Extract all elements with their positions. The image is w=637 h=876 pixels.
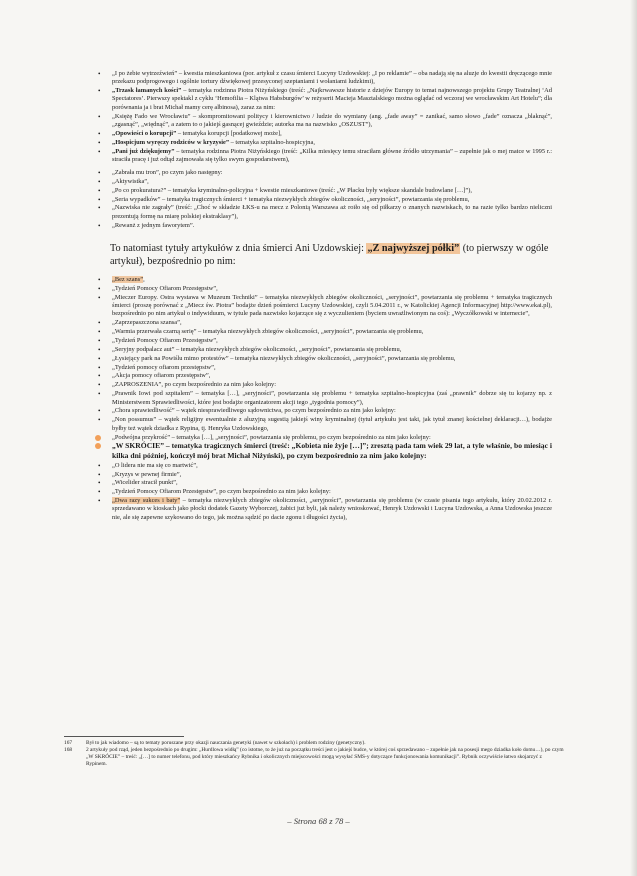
list-item (112, 319, 552, 327)
list-item (112, 294, 552, 319)
bullet-list-top (112, 70, 552, 164)
section-heading (110, 242, 554, 268)
footnote (64, 740, 564, 747)
list-item (112, 222, 552, 230)
bullet-list-bottom (112, 276, 552, 522)
list-item (112, 328, 552, 336)
list-item-text: „Po co prokuratura?” – tematyka kryminalno-policyjna + kwestie mieszkaniowe (treść: „W Płacku były większe skandale budowlane […]”), (112, 186, 472, 194)
list-item-text: „Trzask łamanych kości” – tematyka rodzinna Piotra Niżyńskiego (treść: „Najkrwawsze historie z dziejów Europy to temat najnowszego projektu Grupy Teatralnej ‘Ad Spectatores’. Pierwszy spektakl z cyklu ‘Hemofilia – Klątwa Habsburgów’ w reżyserii Macieja Masztalskiego można oglądać od wczoraj we wrocławskim Art Hotelu”; dla porównania ja i brat Michał mamy cerę albinosa), zaraz za nim: (112, 87, 552, 111)
list-item-text: „Opowieści o korupcji” – tematyka korupcji [podatkowej może], (112, 129, 282, 137)
list-item-text: „Wicelider stracił punkt”, (112, 479, 178, 487)
list-item-text: „Bez szans”, (112, 275, 145, 283)
list-item (112, 285, 552, 293)
list-item-text: „Tydzień Pomocy Ofiarom Przestępstw”, (112, 336, 218, 344)
footnote-number: 168 (64, 747, 73, 753)
list-item (112, 87, 552, 112)
list-item-text: „Zabrała mu tron”, po czym jako następny: (112, 168, 223, 176)
footnote-text: 2 artykuły pod rząd, jeden bezpośrednio po drugim: „Hurdlowa widłą” (co istotne, to że już na początku treści jest o jakiejś budce, w której coś sprzedawano – zupełnie jak na posesji mego dziadka koło domu…), po czym „W SKRÓCIE” – treść: „[…] to numer telefonu, pod który mieszkańcy Rybnika i okolicznych miejscowości mogą wysyłać SMS-y dotyczące funkcjonowania komunikacji”. Rybnik oczywiście łatwo skojarzyć z Rypinem. (86, 747, 564, 767)
list-item-text: „Tydzień pomocy ofiarom przestępstw”, (112, 363, 216, 371)
list-item (112, 337, 552, 345)
main-content (112, 70, 552, 523)
list-item (112, 462, 552, 470)
list-item-text: „Łysiejący park na Powiślu mimo protestów” – tematyka niezwykłych zbiegów okoliczności, „seryjności”, powtarzania się problemu, (112, 354, 456, 362)
bullet-list-middle (112, 169, 552, 230)
list-item-text: „Nazwiska nie zagrały” (treść: „Choć w składzie ŁKS-u na mecz z Polonią Warszawa aż roiło się od piłkarzy o znanych nazwiskach, to na razie tylko bardzo nieliczni prezentują formę na miarę polskiej ekstraklasy”), (112, 204, 552, 220)
list-item-text: „Seryjny podpalacz aut” – tematyka niezwykłych zbiegów okoliczności, „seryjności”, powtarzania się problemu, (112, 345, 402, 353)
list-item-text: „Akcja pomocy ofiarom przestępstw”, (112, 372, 211, 380)
list-item-text: „Podwójna przykrość” – tematyka […], „seryjności”, powtarzania się problemu, po czym bezpośrednio za nim jako kolejny: (112, 433, 431, 441)
list-item (112, 130, 552, 138)
list-item-text: „Prawnik Iowi pod szpitalem” – tematyka […], „seryjności”, powtarzania się problemu + tematyka szpitalno-hospicyjna (zaś „prawnik” dobrze się tu kojarzy np. z Ministerstwem Sprawiedliwości, które jest bodajże organizatorem akcji tego „tygodnia pomocy”), (112, 390, 552, 406)
list-item (112, 113, 552, 130)
heading-highlight: „Z najwyższej półki” (367, 242, 460, 254)
list-item (112, 169, 552, 177)
list-item (112, 70, 552, 87)
list-item (112, 372, 552, 380)
list-item (112, 148, 552, 165)
list-item-text: „Tydzień Pomocy Ofiarom Przestępstw”, (112, 284, 218, 292)
list-item-text: „Hospicjum wyręczy rodziców w kryzysie” – tematyka szpitalno-hospicyjna, (112, 138, 315, 146)
list-item-text: „Warmia przerwała czarną serię” – tematyka niezwykłych zbiegów okoliczności, „seryjności”, powtarzania się problemu, (112, 328, 424, 336)
list-item (112, 488, 552, 496)
list-item (112, 139, 552, 147)
footnote-separator (64, 736, 184, 737)
list-item-text: „Aktywistka”, (112, 177, 149, 185)
list-item-text: „I po żebie wytrzeźwień” – kwestia mieszkaniowa (por. artykuł z czasu śmierci Lucyny Uzdowskiej: „I po reklamie” – oba nadają się na aluzje do kwestii dręczącego mnie przekazu podprogowego i ogólnie tortury dźwiękowej przesyconej szeptaniami i wołaniami ludzkimi), (112, 70, 552, 86)
list-item-text: „Pani już dziękujemy” – tematyka rodzinna Piotra Niżyńskiego (treść: „Kilka miesięcy temu straciłam główne źródło utrzymania” – zupełnie jak o mej matce w 1995 r.: straciła pracę i już odtąd zajmowała się tylko swym gospodarstwem), (112, 147, 552, 163)
list-item-text: „Non possumus” – wątek religijny ewentualnie z aluzyjną sugestią jakiejś winy kryminalnej (tytuł artykułu jest taki, jak tytuł znanej kościelnej deklaracji…), bodajże byłby też wątek dziadka z Rypina, tj. Henryka Uzdowskiego, (112, 416, 552, 432)
list-item-text: „Tydzień Pomocy Ofiarom Przestępstw”, po czym bezpośrednio za nim jako kolejny: (112, 488, 331, 496)
list-item (112, 364, 552, 372)
list-item (112, 390, 552, 407)
heading-text-after: (to pierwszy w ogóle artykuł), bezpośrednio po nim: (110, 242, 549, 267)
list-item-text: „Dwa razy sukces i baty” – tematyka niezwykłych zbiegów okoliczności, „seryjności”, powtarzania się problemu (w czasie pisania tego artykułu, który 20.02.2012 r. sprzedawano w kioskach jako płocki dodatek Gazety Wyborczej, żabici już byli, jak należy wnioskować, Henryk Uzdowski i Lucyna Uzdowska, a Anna Uzdowska jeszcze nie, ale się zapewne szykowano do tego, jak można sądzić po dacie zgonu i długości życia), (112, 497, 552, 521)
footnotes (64, 736, 564, 768)
list-item-text: „Chora sprawiedliwość” – wątek niesprawiedliwego sądownictwa, po czym bezpośrednio za nim jako kolejny: (112, 407, 396, 415)
list-item (112, 276, 552, 284)
footnote-number: 167 (64, 740, 73, 746)
list-item-text: „ZAPROSZENIA”, po czym bezpośrednio za nim jako kolejny: (112, 381, 276, 389)
list-item-text: „Zaprzepaszczona szansa”, (112, 319, 182, 327)
list-item (112, 479, 552, 487)
footnote (64, 747, 564, 768)
list-item (112, 381, 552, 389)
list-item-text: „W SKRÓCIE” – tematyka tragicznych śmierci (treść: „Kobieta nie żyje […]”; zresztą pada tam wiek 29 lat, a tyle właśnie, bo miesiąc i kilka dni później, kończył mój brat Michał Niżyński), po czym bezpośrednio za nim jako kolejny: (112, 441, 552, 460)
highlighter-dot-mark (95, 443, 101, 449)
list-item (112, 346, 552, 354)
list-item (112, 204, 552, 221)
list-item (112, 442, 552, 461)
heading-text-before: To natomiast tytuły artykułów z dnia śmierci Ani Uzdowskiej: (110, 242, 367, 254)
list-item (112, 471, 552, 479)
footnote-text: Był to jak wiadomo – są to tematy poruszane przy okazji nauczania genetyki (nawet w szkołach) i problem rodziny (genetyczny). (86, 740, 366, 746)
list-item-text: „Seria wypadków” – tematyka tragicznych śmierci + tematyka niezwykłych zbiegów okoliczności, „seryjności”, powtarzania się problemu, (112, 195, 470, 203)
footnote-list (64, 740, 564, 768)
list-item-text: „Rewanż z jednym faworytem”. (112, 221, 195, 229)
list-item (112, 497, 552, 522)
list-item-text: „Kryzys w pewnej firmie”, (112, 470, 182, 478)
list-item (112, 187, 552, 195)
page-number-footer: – Strona 68 z 78 – (287, 816, 350, 826)
list-item (112, 407, 552, 415)
list-item (112, 196, 552, 204)
list-item-text: „O lidera nie ma się co martwić”, (112, 461, 198, 469)
list-item-text: „Mieczer Europy. Ostra wystawa w Muzeum Techniki” – tematyka niezwykłych zbiegów okoliczności, „seryjności”, powtarzania się problemu + tematyka tragicznych śmierci (proszę porównać z „Miecz św. Piotra” bodajże dzień pośmierci Lucyny Uzdowskiej, czyli 5.04.2011 r., w Katolickiej Agencji Informacyjnej http://www.ekai.pl), bezpośrednio po nim artykuł o indywiduum, w tytule pada nazwisko kojarzące się z wyczulieniem (byciem uwrażliwionym na coś): „Wyczółkowski w internecie”, (112, 293, 552, 318)
highlighter-dot-mark (95, 435, 101, 441)
list-item (112, 416, 552, 433)
scan-edge-shadow (630, 0, 637, 876)
list-item (112, 355, 552, 363)
list-item-text: „Księżę Fado we Wrocławiu” – skompromitowani politycy i kierownictwo / ludzie do wymiany (ang. „fade away” = zanikać, samo słowo „fade” oznacza „blaknąć”, „zgasnąć”, „więdnąć”, a zatem to o jakiejś gasnącej gwieździe; autorka ma na nazwisko „OSZUST”), (112, 112, 552, 128)
list-item (112, 178, 552, 186)
